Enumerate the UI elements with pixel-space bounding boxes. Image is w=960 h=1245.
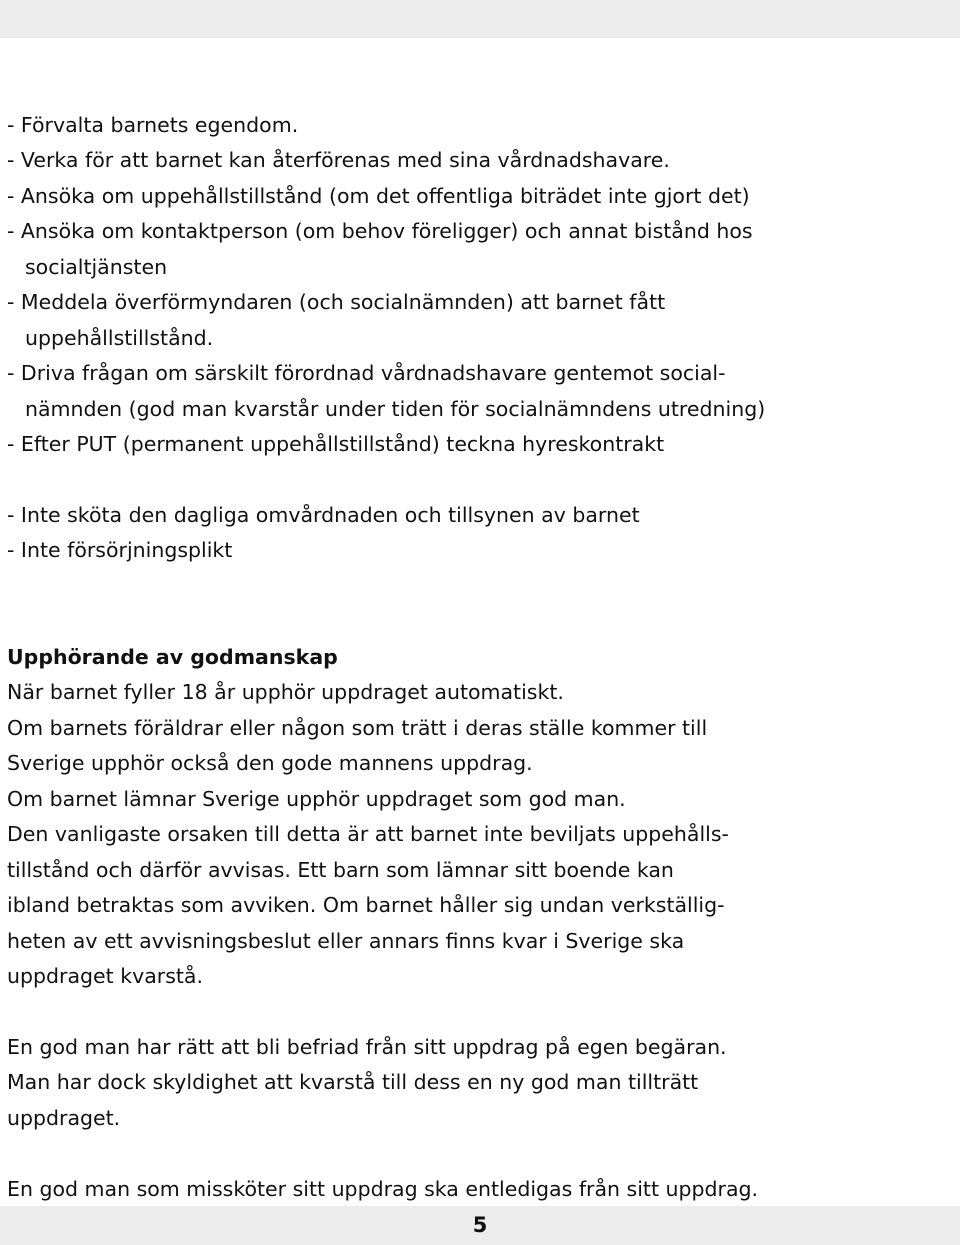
paragraph-line: Den vanligaste orsaken till detta är att barnet inte beviljats uppehålls- [7, 822, 729, 846]
list-item: - Ansöka om uppehållstillstånd (om det offentliga biträdet inte gjort det) [7, 184, 750, 208]
paragraph-line: uppdraget. [7, 1106, 121, 1130]
paragraph-line: ibland betraktas som avviken. Om barnet håller sig undan verkställig- [7, 893, 725, 917]
list-item: - Inte försörjningsplikt [7, 538, 233, 562]
list-item: - Ansöka om kontaktperson (om behov föreligger) och annat bistånd hos [7, 219, 753, 243]
paragraph-line: heten av ett avvisningsbeslut eller annars finns kvar i Sverige ska [7, 929, 685, 953]
list-item: - Verka för att barnet kan återförenas med sina vårdnadshavare. [7, 148, 670, 172]
paragraph-line: uppdraget kvarstå. [7, 964, 203, 988]
list-item-continuation: socialtjänsten [25, 255, 168, 279]
paragraph-line: En god man har rätt att bli befriad från sitt uppdrag på egen begäran. [7, 1035, 727, 1059]
list-item-continuation: nämnden (god man kvarstår under tiden för socialnämndens utredning) [25, 397, 766, 421]
list-item: - Meddela överförmyndaren (och socialnämnden) att barnet fått [7, 290, 666, 314]
paragraph-line: Man har dock skyldighet att kvarstå till dess en ny god man tillträtt [7, 1070, 699, 1094]
paragraph-line: tillstånd och därför avvisas. Ett barn som lämnar sitt boende kan [7, 858, 674, 882]
section-heading: Upphörande av godmanskap [7, 645, 338, 669]
page-number: 5 [472, 1213, 488, 1237]
list-item: - Efter PUT (permanent uppehållstillstånd) teckna hyreskontrakt [7, 432, 665, 456]
list-item-continuation: uppehållstillstånd. [25, 326, 214, 350]
paragraph-line: En god man som missköter sitt uppdrag ska entledigas från sitt uppdrag. [7, 1177, 759, 1201]
paragraph-line: Om barnet lämnar Sverige upphör uppdraget som god man. [7, 787, 626, 811]
list-item: - Förvalta barnets egendom. [7, 113, 299, 137]
paragraph-line: Sverige upphör också den gode mannens uppdrag. [7, 751, 533, 775]
paragraph-line: När barnet fyller 18 år upphör uppdraget automatiskt. [7, 680, 564, 704]
page-top-band [0, 0, 960, 38]
paragraph-line: Om barnets föräldrar eller någon som trätt i deras ställe kommer till [7, 716, 708, 740]
list-item: - Inte sköta den dagliga omvårdnaden och tillsynen av barnet [7, 503, 640, 527]
list-item: - Driva frågan om särskilt förordnad vårdnadshavare gentemot social- [7, 361, 726, 385]
